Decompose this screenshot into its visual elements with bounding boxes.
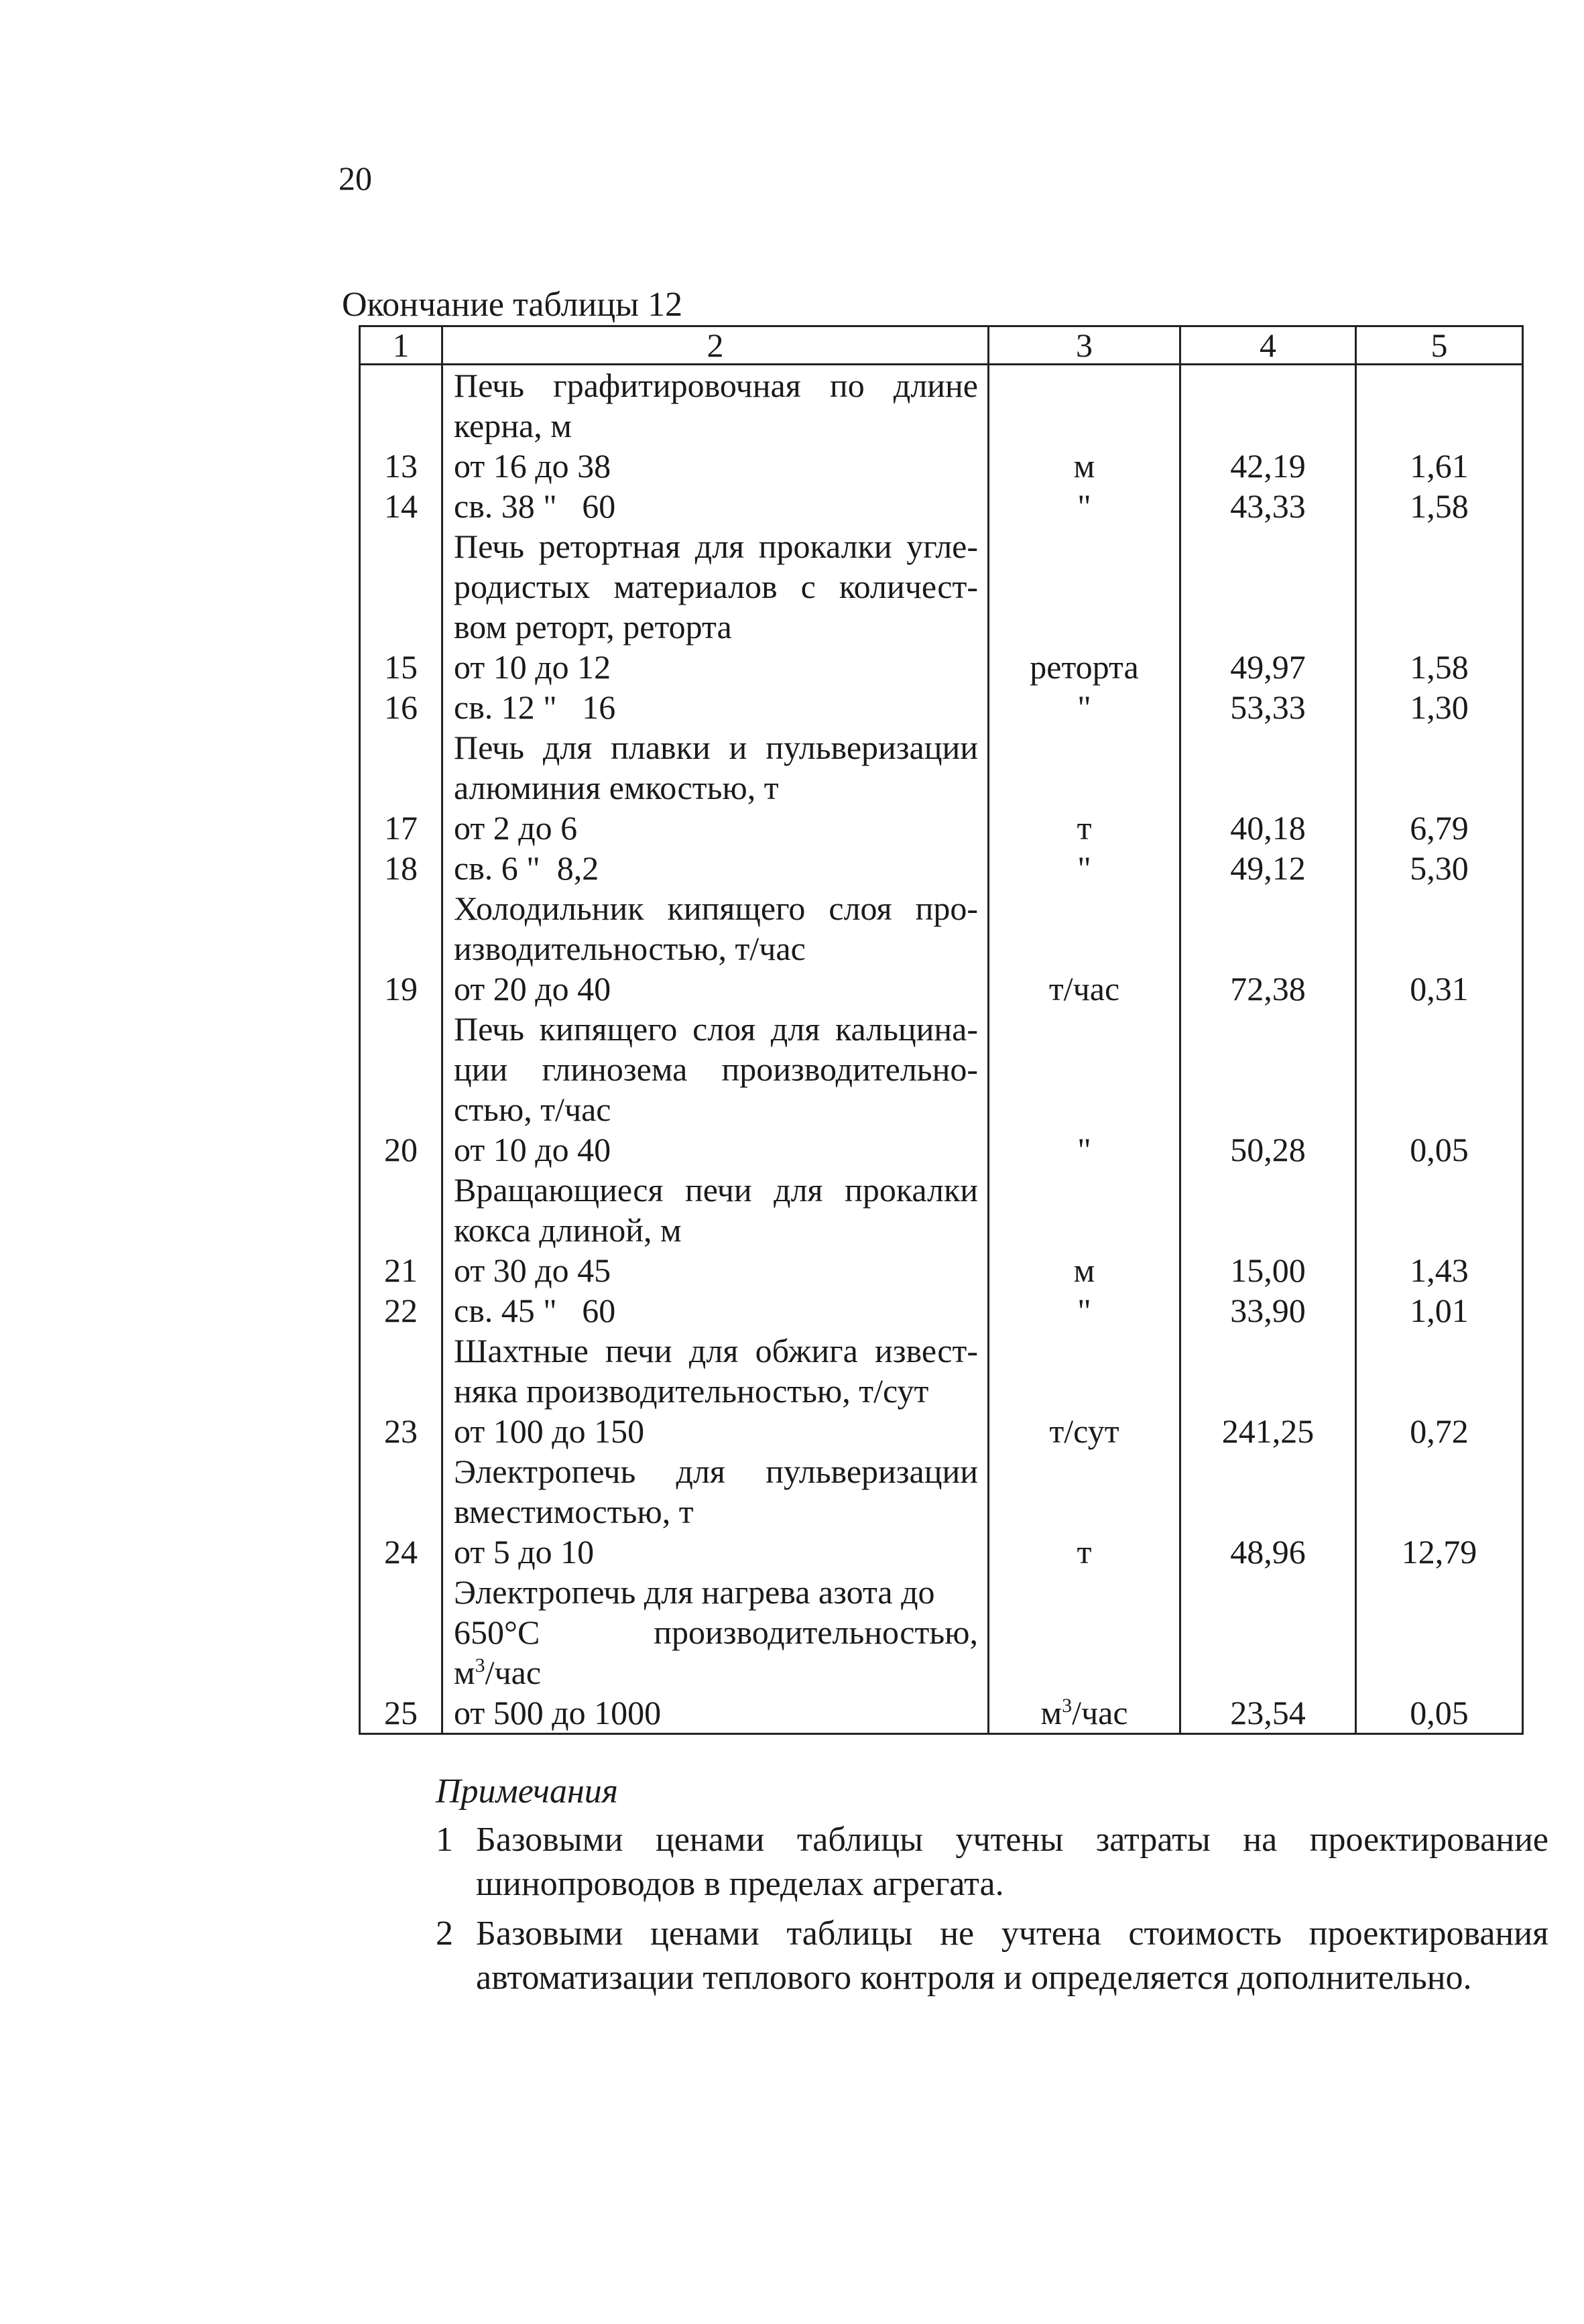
range-cell — [442, 1250, 989, 1290]
base-price-b: 0,05 — [1410, 1131, 1469, 1168]
table-row — [360, 687, 1523, 727]
group-heading — [442, 1451, 989, 1532]
base-price-b: 1,01 — [1410, 1292, 1469, 1329]
unit-cell: " — [989, 486, 1180, 526]
group-heading-row — [360, 365, 1523, 446]
unit-cell: т/сут — [989, 1411, 1180, 1451]
group-heading — [442, 888, 989, 969]
table-row — [360, 486, 1523, 526]
range-text: от 10 до 40 — [454, 1131, 611, 1168]
heading-line: алюминия емкостью, т — [454, 769, 779, 806]
base-price-a: 15,00 — [1180, 1250, 1356, 1290]
base-price-a: 42,19 — [1180, 446, 1356, 486]
range-cell — [442, 1290, 989, 1331]
heading-line: /час — [485, 1654, 542, 1691]
value-empty — [1356, 888, 1523, 969]
row-number: 25 — [360, 1693, 442, 1734]
row-number: 23 — [360, 1411, 442, 1451]
range-cell — [442, 969, 989, 1009]
range-text: от 2 до 6 — [454, 809, 578, 847]
range-text: от 10 до 12 — [454, 648, 611, 686]
heading-line: вом реторт, реторта — [454, 608, 732, 646]
unit-empty — [989, 727, 1180, 808]
column-header-2: 2 — [442, 326, 989, 365]
table-row — [360, 1250, 1523, 1290]
value-empty — [1180, 1451, 1356, 1532]
column-header-4: 4 — [1180, 326, 1356, 365]
range-text: от 16 до 38 — [454, 447, 611, 485]
group-heading-row — [360, 526, 1523, 647]
base-price-a: 53,33 — [1180, 687, 1356, 727]
value-empty — [1356, 727, 1523, 808]
range-cell — [442, 486, 989, 526]
unit-cell — [989, 1693, 1180, 1734]
base-price-a: 40,18 — [1180, 808, 1356, 848]
row-number-empty — [360, 1170, 442, 1250]
base-price-b: 0,31 — [1410, 970, 1469, 1007]
note-text: Базовыми ценами таблицы учтены затраты на проектирование шинопроводов в пределах агрегата. — [476, 1821, 1548, 1903]
base-price-b: 1,58 — [1410, 487, 1469, 525]
unit-empty — [989, 1170, 1180, 1250]
value-empty — [1356, 365, 1523, 446]
table-row — [360, 808, 1523, 848]
heading-line: няка производительностью, т/сут — [454, 1372, 929, 1410]
heading-line: Шахтные печи для обжига извест- — [454, 1332, 978, 1369]
heading-line: керна, м — [454, 407, 572, 444]
note-text: Базовыми ценами таблицы не учтена стоимость проектирования автоматизации теплового контроля и определяется дополнительно. — [476, 1914, 1548, 1997]
unit-empty — [989, 888, 1180, 969]
unit-cell: " — [989, 1290, 1180, 1331]
note-item — [436, 1818, 1548, 1906]
heading-line: 650°С производительностью, — [454, 1613, 978, 1651]
row-number-empty — [360, 365, 442, 446]
row-number: 14 — [360, 486, 442, 526]
heading-line: изводительностью, т/час — [454, 930, 806, 967]
note-number: 1 — [436, 1821, 453, 1859]
table-row — [360, 969, 1523, 1009]
unit-cell: реторта — [989, 647, 1180, 687]
notes-section — [436, 1770, 1548, 2006]
unit-text: м — [1040, 1694, 1062, 1731]
row-number-empty — [360, 727, 442, 808]
range-text: от 100 до 150 — [454, 1412, 645, 1450]
group-heading — [442, 1009, 989, 1129]
unit-cell: " — [989, 1129, 1180, 1170]
row-number: 20 — [360, 1129, 442, 1170]
table-row — [360, 1532, 1523, 1572]
unit-empty — [989, 365, 1180, 446]
heading-line: Печь для плавки и пульверизации — [454, 729, 978, 766]
row-number-empty — [360, 1572, 442, 1693]
base-price-b: 12,79 — [1401, 1533, 1477, 1571]
row-number: 16 — [360, 687, 442, 727]
note-item — [436, 1912, 1548, 2000]
base-price-a: 72,38 — [1180, 969, 1356, 1009]
range-cell — [442, 1693, 989, 1734]
range-cell — [442, 808, 989, 848]
unit-cell: т/час — [989, 969, 1180, 1009]
unit-cell: т — [989, 1532, 1180, 1572]
row-number-empty — [360, 526, 442, 647]
value-empty — [1180, 1331, 1356, 1411]
range-cell — [442, 446, 989, 486]
unit-empty — [989, 1009, 1180, 1129]
value-empty — [1356, 1331, 1523, 1411]
base-price-b: 0,72 — [1410, 1412, 1469, 1450]
base-price-b: 1,61 — [1410, 447, 1469, 485]
table-row — [360, 1693, 1523, 1734]
unit-text-rest: /час — [1072, 1694, 1128, 1731]
group-heading — [442, 1331, 989, 1411]
base-price-b: 6,79 — [1410, 809, 1469, 847]
group-heading — [442, 365, 989, 446]
group-heading-row — [360, 1009, 1523, 1129]
heading-line: Электропечь для нагрева азота до — [454, 1573, 935, 1611]
row-number: 22 — [360, 1290, 442, 1331]
heading-line: Вращающиеся печи для прокалки — [454, 1171, 978, 1209]
range-cell — [442, 687, 989, 727]
row-number: 24 — [360, 1532, 442, 1572]
base-price-a: 33,90 — [1180, 1290, 1356, 1331]
group-heading-row — [360, 1572, 1523, 1693]
base-price-a: 43,33 — [1180, 486, 1356, 526]
value-empty — [1356, 1451, 1523, 1532]
heading-line: м — [454, 1654, 475, 1691]
row-number: 18 — [360, 848, 442, 888]
group-heading — [442, 1170, 989, 1250]
value-empty — [1180, 365, 1356, 446]
value-empty — [1356, 526, 1523, 647]
base-price-b: 0,05 — [1410, 1694, 1469, 1731]
value-empty — [1180, 526, 1356, 647]
base-price-a: 49,97 — [1180, 647, 1356, 687]
value-empty — [1180, 888, 1356, 969]
base-price-b: 1,58 — [1410, 648, 1469, 686]
base-price-a: 49,12 — [1180, 848, 1356, 888]
unit-cell: " — [989, 848, 1180, 888]
row-number: 19 — [360, 969, 442, 1009]
base-price-a: 50,28 — [1180, 1129, 1356, 1170]
column-header-1: 1 — [360, 326, 442, 365]
note-number: 2 — [436, 1914, 453, 1953]
range-cell — [442, 1411, 989, 1451]
row-number-empty — [360, 1009, 442, 1129]
base-price-b: 5,30 — [1410, 849, 1469, 887]
base-price-a: 23,54 — [1180, 1693, 1356, 1734]
column-header-3: 3 — [989, 326, 1180, 365]
table-row — [360, 848, 1523, 888]
heading-line: Печь кипящего слоя для кальцина- — [454, 1010, 978, 1048]
unit-cell: " — [989, 687, 1180, 727]
group-heading — [442, 727, 989, 808]
row-number: 13 — [360, 446, 442, 486]
table-row — [360, 1129, 1523, 1170]
unit-cell: м — [989, 1250, 1180, 1290]
table-header-row — [360, 326, 1523, 365]
heading-line: Печь ретортная для прокалки угле- — [454, 528, 978, 565]
value-empty — [1180, 727, 1356, 808]
range-text: от 5 до 10 — [454, 1533, 595, 1571]
heading-line: Печь графитировочная по длине — [454, 367, 978, 404]
heading-line: родистых материалов с количест- — [454, 568, 978, 605]
range-text: св. 38 " 60 — [454, 487, 616, 525]
heading-line: вместимостью, т — [454, 1493, 694, 1530]
value-empty — [1356, 1009, 1523, 1129]
table-caption: Окончание таблицы 12 — [342, 286, 683, 324]
unit-empty — [989, 1451, 1180, 1532]
base-price-a: 241,25 — [1180, 1411, 1356, 1451]
group-heading-row — [360, 1331, 1523, 1411]
group-heading-row — [360, 727, 1523, 808]
value-empty — [1180, 1572, 1356, 1693]
unit-cell: т — [989, 808, 1180, 848]
table-row — [360, 1411, 1523, 1451]
range-cell — [442, 848, 989, 888]
unit-empty — [989, 1572, 1180, 1693]
row-number-empty — [360, 1451, 442, 1532]
group-heading-row — [360, 1451, 1523, 1532]
table-row — [360, 647, 1523, 687]
group-heading — [442, 1572, 989, 1693]
range-text: от 30 до 45 — [454, 1251, 611, 1289]
unit-empty — [989, 1331, 1180, 1411]
range-text: св. 6 " 8,2 — [454, 849, 599, 887]
value-empty — [1180, 1009, 1356, 1129]
range-cell — [442, 1532, 989, 1572]
heading-line: Холодильник кипящего слоя про- — [454, 890, 978, 927]
notes-title: Примечания — [436, 1772, 618, 1811]
superscript: 3 — [475, 1654, 485, 1676]
group-heading-row — [360, 888, 1523, 969]
range-cell — [442, 1129, 989, 1170]
heading-line: кокса длиной, м — [454, 1211, 682, 1249]
value-empty — [1180, 1170, 1356, 1250]
range-text: св. 45 " 60 — [454, 1292, 616, 1329]
heading-line: Электропечь для пульверизации — [454, 1453, 978, 1490]
heading-line: ции глинозема производительно- — [454, 1050, 978, 1088]
value-empty — [1356, 1170, 1523, 1250]
column-header-5: 5 — [1356, 326, 1523, 365]
value-empty — [1356, 1572, 1523, 1693]
row-number: 21 — [360, 1250, 442, 1290]
row-number: 15 — [360, 647, 442, 687]
page-number: 20 — [339, 160, 372, 197]
base-price-b: 1,30 — [1410, 688, 1469, 726]
range-cell — [442, 647, 989, 687]
heading-line: стью, т/час — [454, 1091, 611, 1128]
group-heading-row — [360, 1170, 1523, 1250]
base-price-b: 1,43 — [1410, 1251, 1469, 1289]
row-number: 17 — [360, 808, 442, 848]
unit-empty — [989, 526, 1180, 647]
base-price-a: 48,96 — [1180, 1532, 1356, 1572]
range-text: от 500 до 1000 — [454, 1694, 662, 1731]
range-text: от 20 до 40 — [454, 970, 611, 1007]
unit-superscript: 3 — [1062, 1695, 1073, 1717]
row-number-empty — [360, 1331, 442, 1411]
unit-cell: м — [989, 446, 1180, 486]
table-row — [360, 1290, 1523, 1331]
table-row — [360, 446, 1523, 486]
range-text: св. 12 " 16 — [454, 688, 616, 726]
group-heading — [442, 526, 989, 647]
row-number-empty — [360, 888, 442, 969]
price-table — [359, 325, 1524, 1735]
